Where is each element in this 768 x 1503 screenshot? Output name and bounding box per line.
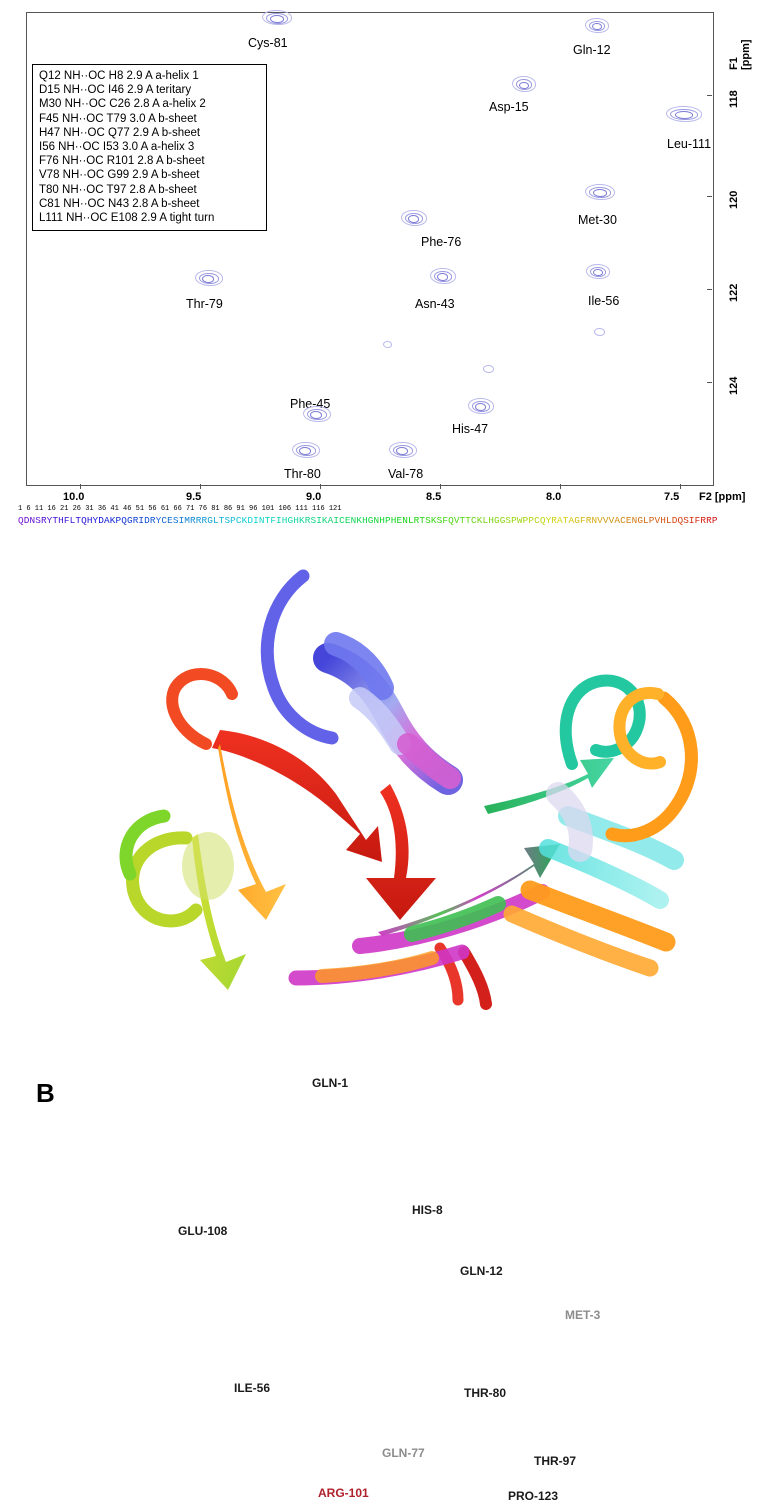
x-tickmark: [560, 484, 561, 489]
y-tick-label: 118: [728, 90, 740, 108]
residue-label-gln-12: GLN-12: [460, 1264, 503, 1278]
hbond-line: D15 NH··OC I46 2.9 A teritary: [39, 84, 192, 97]
peak-label-his-47: His-47: [452, 422, 489, 436]
residue-label-glu-108: GLU-108: [178, 1224, 228, 1238]
protein-ribbon-diagram: [60, 548, 720, 1048]
hbond-line: V78 NH··OC G99 2.9 A b-sheet: [39, 169, 200, 182]
x-tickmark: [680, 484, 681, 489]
peak-label-ile-56: Ile-56: [588, 294, 620, 308]
hbond-line: C81 NH··OC N43 2.8 A b-sheet: [39, 197, 200, 210]
y-tick-label: 120: [728, 190, 740, 209]
hbond-line: T80 NH··OC T97 2.8 A b-sheet: [39, 183, 197, 196]
peak-label-thr-80: Thr-80: [284, 467, 321, 481]
x-tickmark: [200, 484, 201, 489]
x-tick-label: 10.0: [63, 491, 85, 503]
residue-label-his-8: HIS-8: [412, 1203, 443, 1217]
x-tick-label: 9.5: [186, 491, 202, 503]
y-tickmark: [707, 196, 712, 197]
hbond-line: L111 NH··OC E108 2.9 A tight turn: [39, 212, 215, 225]
peak-label-gln-12: Gln-12: [573, 43, 611, 57]
x-tickmark: [320, 484, 321, 489]
peak-label-met-30: Met-30: [578, 213, 617, 227]
residue-label-gln-1: GLN-1: [312, 1076, 348, 1090]
y-tickmark: [707, 95, 712, 96]
peak-label-asp-15: Asp-15: [489, 100, 529, 114]
y-tick-label: 124: [728, 376, 740, 395]
x-tick-label: 8.0: [546, 491, 562, 503]
y-tickmark: [707, 289, 712, 290]
peak-label-phe-45: Phe-45: [290, 397, 331, 411]
panel-a-nmr-spectrum: [0, 0, 768, 520]
sequence-numbering: 1 6 11 16 21 26 31 36 41 46 51 56 61 66 71 76 81 86 91 96 101 106 111 116 121: [18, 505, 342, 513]
x-tickmark: [80, 484, 81, 489]
residue-label-met-3: MET-3: [565, 1308, 601, 1322]
peak-label-thr-79: Thr-79: [186, 297, 223, 311]
hbond-line: H47 NH··OC Q77 2.9 A b-sheet: [39, 126, 201, 139]
hbond-line: F76 NH··OC R101 2.8 A b-sheet: [39, 155, 205, 168]
residue-label-arg-101: ARG-101: [318, 1486, 369, 1500]
residue-label-thr-80: THR-80: [464, 1386, 507, 1400]
peak-label-cys-81: Cys-81: [248, 36, 288, 50]
panel-b-letter: B: [36, 1078, 55, 1108]
hbond-line: I56 NH··OC I53 3.0 A a-helix 3: [39, 141, 195, 154]
hydrogen-bond-list-box: [32, 64, 267, 231]
hbond-line: Q12 NH··OC H8 2.9 A a-helix 1: [39, 70, 199, 82]
panel-b-ribbon-structure: [0, 528, 768, 1503]
residue-label-gln-77: GLN-77: [382, 1446, 425, 1460]
x-tick-label: 7.5: [664, 491, 680, 503]
hbond-line: M30 NH··OC C26 2.8 A a-helix 2: [39, 98, 206, 111]
hbond-line: F45 NH··OC T79 3.0 A b-sheet: [39, 112, 197, 125]
peak-label-asn-43: Asn-43: [415, 297, 455, 311]
y-tickmark: [707, 382, 712, 383]
peak-label-phe-76: Phe-76: [421, 235, 462, 249]
residue-label-ile-56: ILE-56: [234, 1381, 271, 1395]
residue-label-pro-123: PRO-123: [508, 1489, 559, 1503]
x-tick-label: 9.0: [306, 491, 322, 503]
peak-label-val-78: Val-78: [388, 467, 424, 481]
x-tickmark: [440, 484, 441, 489]
residue-label-thr-97: THR-97: [534, 1454, 577, 1468]
y-axis-title: F1 [ppm]: [728, 39, 752, 70]
peak-label-leu-111: Leu-111: [667, 137, 712, 151]
sequence-residues: QDNSRYTHFLTQHYDAKPQGRIDRYCESIMRRRGLTSPCKDINTFIHGHKRSIKAICENKHGNHPHENLRTSKSFQVTTCKLHGGSPWPPCQYRATAGFRNVVVACENGLPVHLDQSIFRRP: [18, 515, 718, 526]
y-tick-label: 122: [728, 283, 740, 302]
x-tick-label: 8.5: [426, 491, 442, 503]
x-axis-title: F2 [ppm]: [699, 491, 746, 503]
